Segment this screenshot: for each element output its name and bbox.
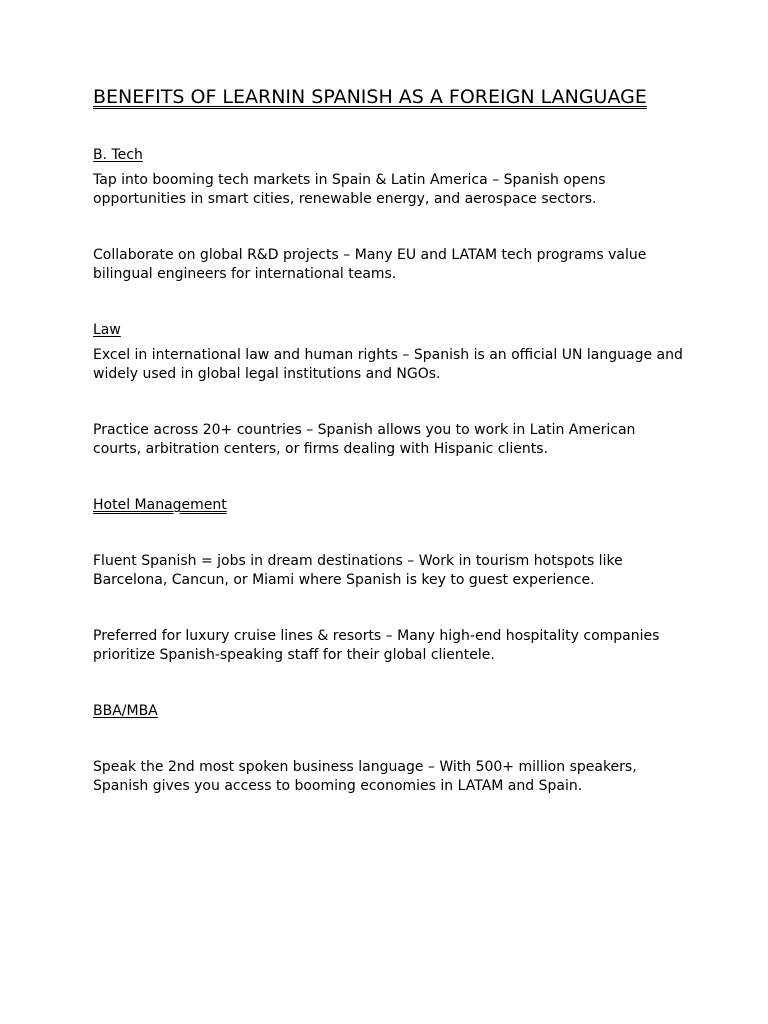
section-heading-hotel-management: Hotel Management: [93, 497, 227, 513]
section-heading-btech: B. Tech: [93, 147, 143, 163]
document-page: [93, 86, 693, 795]
paragraph-btech-1: Tap into booming tech markets in Spain & Latin America – Spanish opens opportunities in smart cities, renewable energy, and aerospace sectors.: [93, 172, 606, 207]
paragraph-bba-1: Speak the 2nd most spoken business language – With 500+ million speakers, Spanish gives you access to booming economies in LATAM and Spain.: [93, 759, 637, 794]
section-heading-bba-mba: BBA/MBA: [93, 703, 158, 719]
paragraph-law-1: Excel in international law and human rights – Spanish is an official UN language and widely used in global legal institutions and NGOs.: [93, 347, 683, 382]
section-heading-law: Law: [93, 322, 121, 338]
paragraph-btech-2: Collaborate on global R&D projects – Many EU and LATAM tech programs value bilingual engineers for international teams.: [93, 247, 647, 282]
paragraph-hotel-1: Fluent Spanish = jobs in dream destinations – Work in tourism hotspots like Barcelona, Cancun, or Miami where Spanish is key to guest experience.: [93, 553, 623, 588]
paragraph-law-2: Practice across 20+ countries – Spanish allows you to work in Latin American courts, arbitration centers, or firms dealing with Hispanic clients.: [93, 422, 636, 457]
document-title: BENEFITS OF LEARNIN SPANISH AS A FOREIGN LANGUAGE: [93, 86, 647, 108]
paragraph-hotel-2: Preferred for luxury cruise lines & resorts – Many high-end hospitality companies prioritize Spanish-speaking staff for their global clientele.: [93, 628, 660, 663]
